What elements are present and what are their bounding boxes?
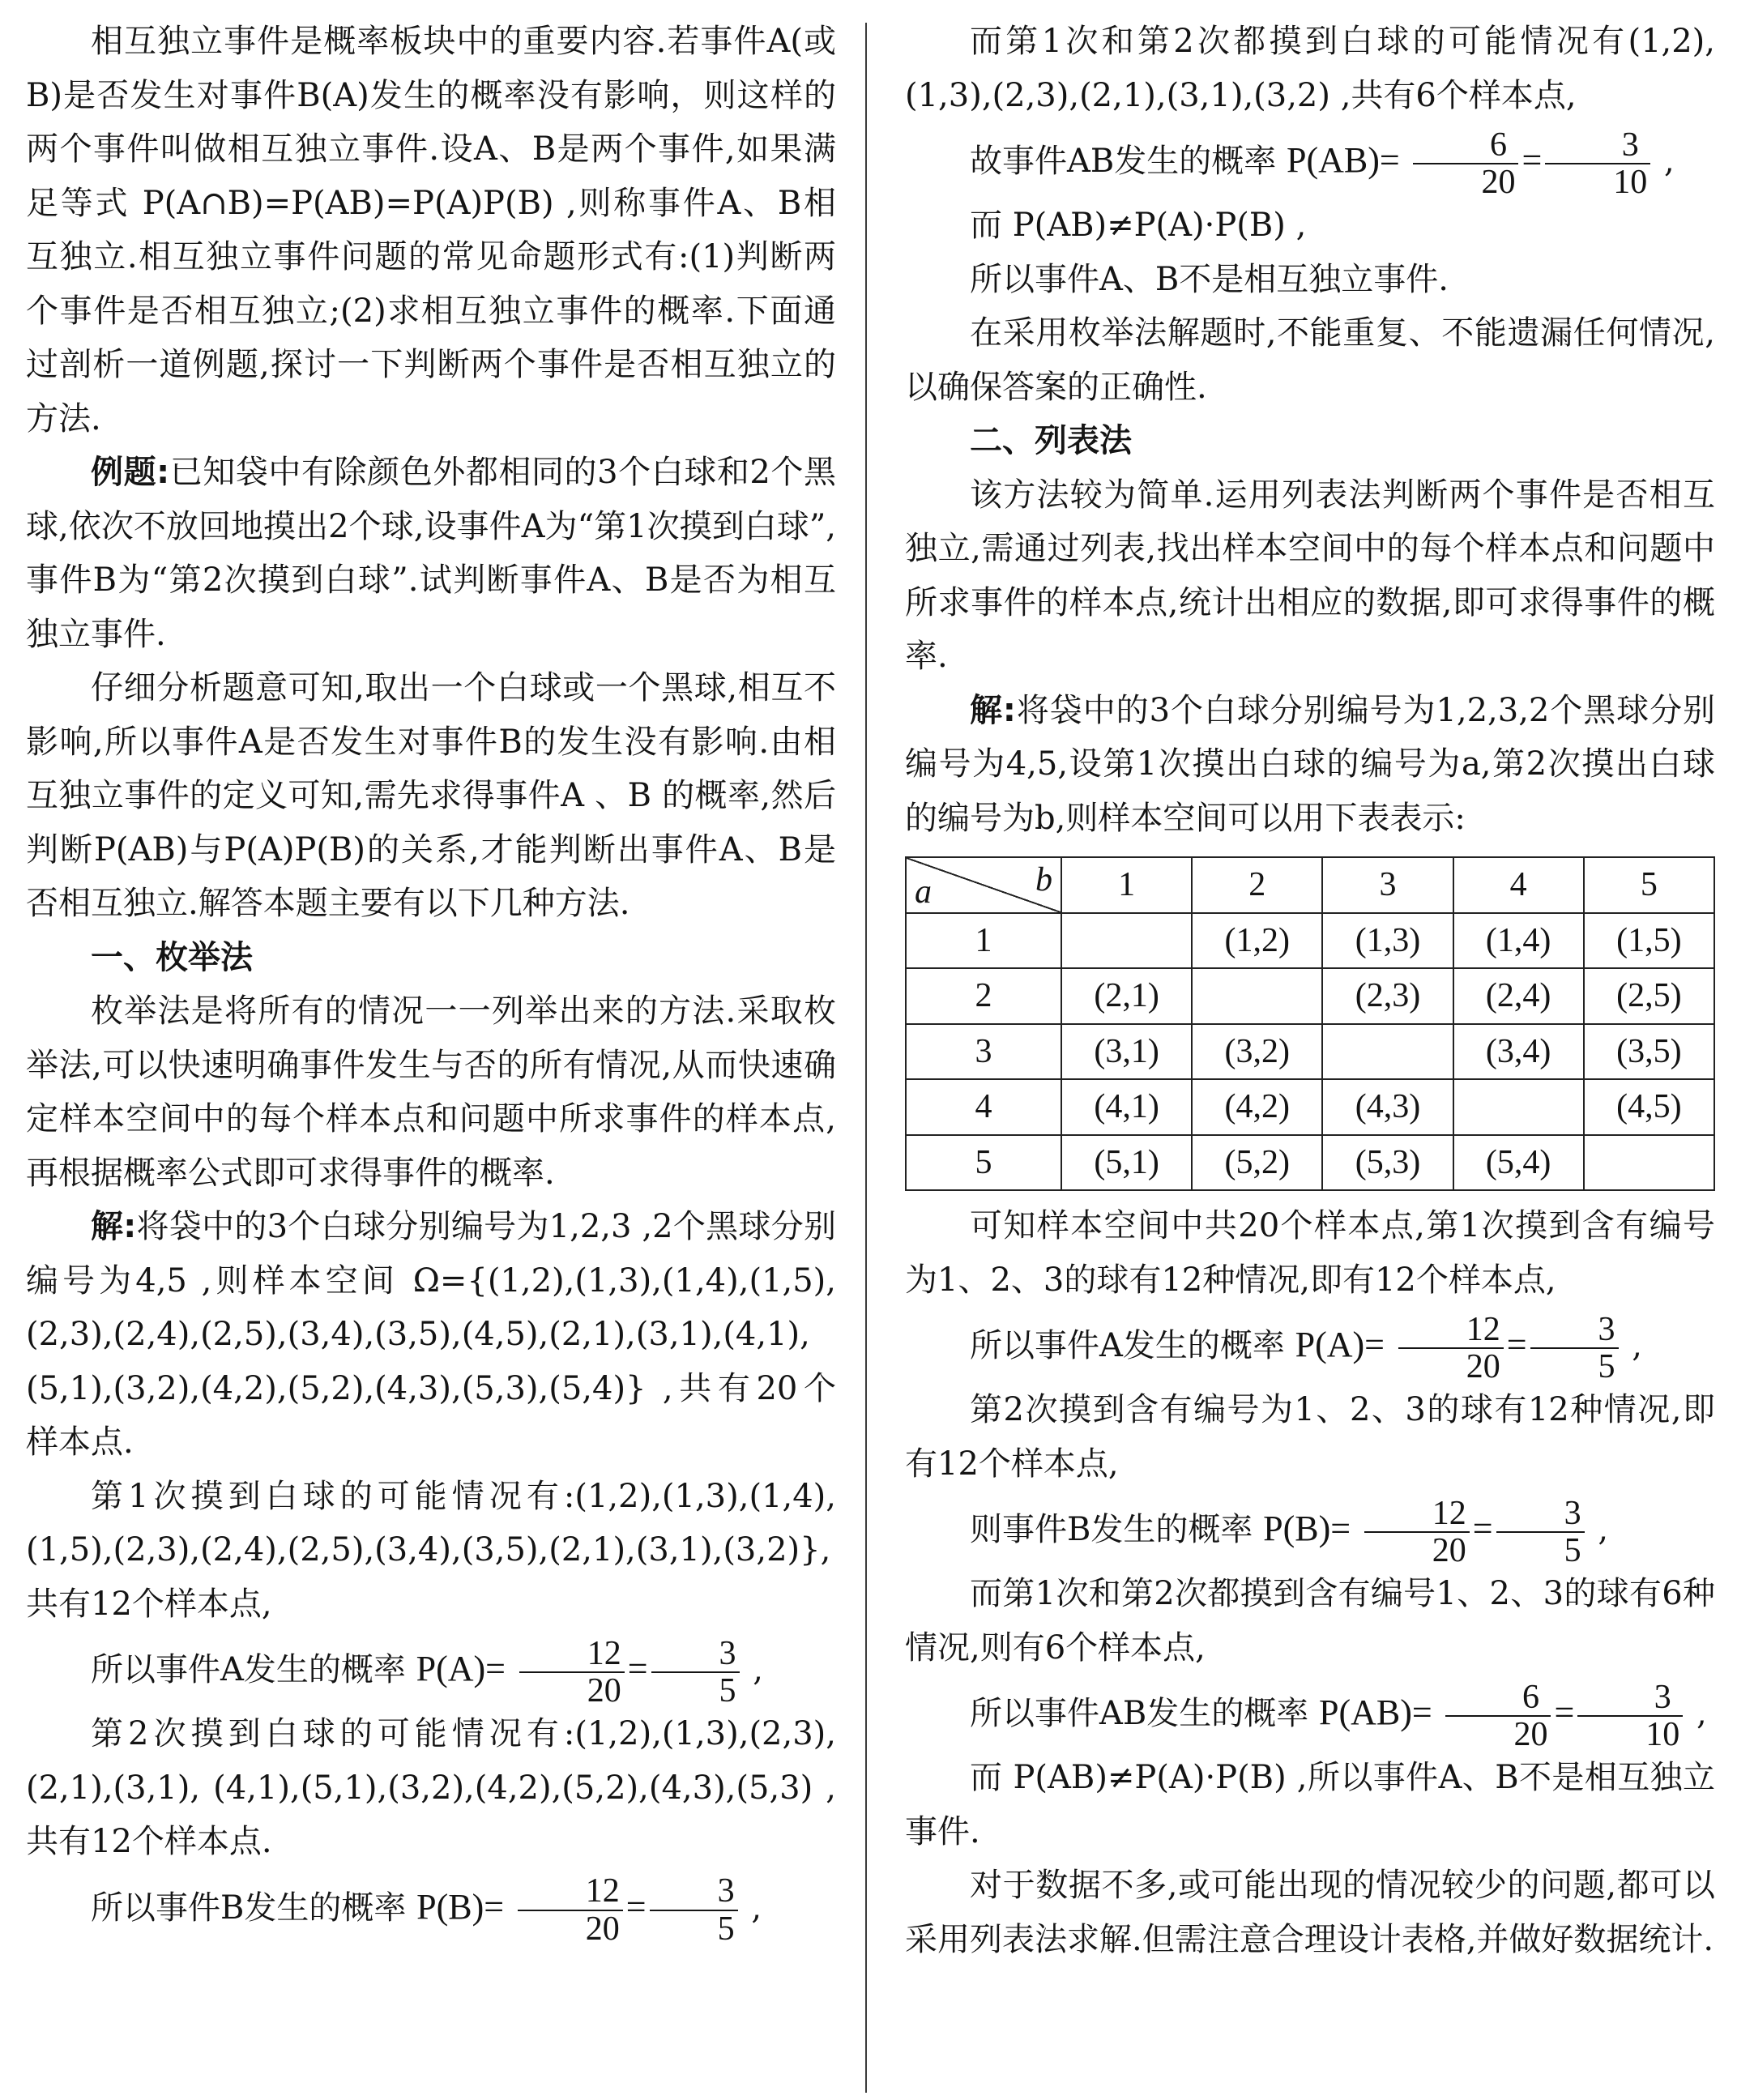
table-row [906,1079,1714,1135]
denominator: 5 [719,1672,736,1709]
table-cell: (5,1) [1061,1135,1192,1191]
probability-b-formula: 所以事件B发生的概率 P(B)= $\frac{12}{20}$ = $\frac{3}{5}$ , [91,1872,762,1948]
table-cell [1584,1135,1714,1191]
formula-lhs: P(B)= [1263,1509,1351,1548]
numerator: 3 [1530,1312,1619,1349]
second-draw-white-cases: 第2次摸到白球的可能情况有:(1,2),(1,3),(2,3),(2,1),(3,1), (4,1),(5,1),(3,2),(4,2),(5,2),(4,3),(5,3) ,共有12个样本点. [26,1715,836,1860]
fraction [1364,1496,1470,1569]
solution-paragraph [26,1200,836,1470]
table-row [906,913,1714,969]
probability-a-formula: 所以事件A发生的概率 P(A)= $\frac{12}{20}$ = $\frac{3}{5}$ , [970,1310,1642,1385]
fraction [1445,1680,1551,1752]
formula-lhs: P(A)= [416,1649,506,1688]
fraction [1398,1312,1504,1385]
table-cell: (2,5) [1584,968,1714,1024]
both-draw-count: 而第1次和第2次都摸到含有编号1、2、3的球有6种情况,则有6个样本点, [905,1575,1715,1667]
numerator: 3 [1496,1496,1585,1533]
table-cell: (2,3) [1322,968,1453,1024]
sample-space-count: 可知样本空间中共20个样本点,第1次摸到含有编号为1、2、3的球有12种情况,即有12个样本点, [905,1207,1715,1299]
formula-lhs: P(A)= [1295,1325,1385,1364]
fraction [650,1873,738,1946]
left-column [26,15,836,1948]
table-header-row [906,857,1714,913]
table-cell: (1,4) [1453,913,1584,969]
table-cell: (5,2) [1192,1135,1322,1191]
probability-ab-formula: 故事件AB发生的概率 P(AB)= $\frac{6}{20}$ = $\frac{3}{10}$ , [970,126,1675,201]
formula-end: , [1696,1695,1707,1732]
table-method-intro: 该方法较为简单.运用列表法判断两个事件是否相互独立,需通过列表,找出样本空间中的每个样本点和问题中所求事件的样本点,统计出相应的数据,即可求得事件的概率. [905,476,1715,675]
corner-label-b: b [1035,861,1052,898]
example-label: 例题: [91,454,170,491]
table-corner-cell [906,857,1061,913]
row-header: 1 [906,913,1061,969]
formula-prefix: 所以事件AB发生的概率 [970,1695,1309,1732]
formula-end: , [1663,143,1675,180]
row-header: 4 [906,1079,1061,1135]
formula-end: , [1632,1327,1642,1364]
intro-paragraph: 相互独立事件是概率板块中的重要内容.若事件A(或B)是否发生对事件B(A)发生的概率没有影响，则这样的两个事件叫做相互独立事件.设A、B是两个事件,如果满足等式 P(A∩B)=P(AB)=P(A)P(B) ,则称事件A、B相互独立.相互独立事件问题的常见命题形式有:(1)判断两个事件是否相互独立;(2)求相互独立事件的概率.下面通过剖析一道例题,探讨一下判断两个事件是否相互独立的方法. [26,23,836,438]
column-header: 2 [1192,857,1322,913]
solution-label: 解: [970,691,1016,729]
fraction [1577,1680,1683,1752]
table-cell: (3,2) [1192,1024,1322,1080]
column-header: 5 [1584,857,1714,913]
numerator: 3 [651,1636,740,1673]
formula-prefix: 故事件AB发生的概率 [970,143,1277,180]
formula-lhs: P(AB)= [1287,140,1400,180]
fraction [519,1636,625,1709]
fraction [1496,1496,1585,1569]
numerator: 3 [1577,1680,1683,1717]
analysis-paragraph: 仔细分析题意可知,取出一个白球或一个黑球,相互不影响,所以事件A是否发生对事件B的发生没有影响.由相互独立事件的定义可知,需先求得事件A 、B 的概率,然后判断P(AB)与P(A)P(B)的关系,才能判断出事件A、B是否相互独立.解答本题主要有以下几种方法. [26,669,836,922]
column-header: 1 [1061,857,1192,913]
fraction [1530,1312,1619,1385]
formula-prefix: 所以事件A发生的概率 [970,1327,1285,1364]
numerator: 12 [1364,1496,1470,1533]
row-header: 2 [906,968,1061,1024]
formula-lhs: P(B)= [416,1886,505,1927]
second-draw-count: 第2次摸到含有编号为1、2、3的球有12种情况,即有12个样本点, [905,1391,1715,1483]
table-cell: (3,1) [1061,1024,1192,1080]
fraction [1545,127,1650,200]
table-cell: (4,3) [1322,1079,1453,1135]
solution-label: 解: [91,1208,137,1245]
numerator: 6 [1445,1680,1551,1717]
section-heading-table: 二、列表法 [970,422,1132,459]
table-cell: (1,5) [1584,913,1714,969]
example-paragraph [26,446,836,661]
fraction [518,1873,623,1946]
denominator: 5 [717,1910,735,1948]
enumeration-intro: 枚举法是将所有的情况一一列举出来的方法.采取枚举法,可以快速明确事件发生与否的所有情况,从而快速确定样本空间中的每个样本点和问题中所求事件的样本点,再根据概率公式即可求得事件的概率. [26,992,836,1192]
formula-prefix: 则事件B发生的概率 [970,1511,1253,1548]
denominator: 20 [1432,1532,1466,1569]
solution-paragraph [905,684,1715,846]
formula-prefix: 所以事件A发生的概率 [91,1651,406,1688]
fraction [1413,127,1518,200]
column-header: 3 [1322,857,1453,913]
formula-end: , [1598,1511,1609,1548]
fraction [651,1636,740,1709]
numerator: 3 [650,1873,738,1910]
table-cell [1453,1079,1584,1135]
first-draw-white-cases: 第1次摸到白球的可能情况有:(1,2),(1,3),(1,4),(1,5),(2,3),(2,4),(2,5),(3,4),(3,5),(2,1),(3,1),(3,2)},共有12个样本点, [26,1477,836,1623]
corner-label-a: a [915,873,932,911]
formula-end: , [753,1651,763,1688]
table-cell: (1,2) [1192,913,1322,969]
table-cell: (4,1) [1061,1079,1192,1135]
table-cell: (4,5) [1584,1079,1714,1135]
table-row [906,968,1714,1024]
table-cell: (3,4) [1453,1024,1584,1080]
denominator: 20 [1466,1348,1500,1385]
row-header: 5 [906,1135,1061,1191]
table-method-note: 对于数据不多,或可能出现的情况较少的问题,都可以采用列表法求解.但需注意合理设计表格,并做好数据统计. [905,1867,1715,1958]
numerator: 3 [1545,127,1650,164]
solution-text: 将袋中的3个白球分别编号为1,2,3 ,2个黑球分别编号为4,5 ,则样本空间 Ω={(1,2),(1,3),(1,4),(1,5),(2,3),(2,4),(2,5),(3,4),(3,5),(4,5),(2,1),(3,1),(4,1),(5,1),(3,2),(4,2),(5,2),(4,3),(5,3),(5,4)} ,共有20个样本点. [26,1208,836,1461]
numerator: 12 [1398,1312,1504,1349]
formula-end: , [751,1889,762,1927]
table-cell: (4,2) [1192,1079,1322,1135]
table-row [906,1135,1714,1191]
column-header: 4 [1453,857,1584,913]
both-white-cases: 而第1次和第2次都摸到白球的可能情况有(1,2),(1,3),(2,3),(2,1),(3,1),(3,2) ,共有6个样本点, [905,23,1715,114]
table-cell: (5,3) [1322,1135,1453,1191]
table-cell [1322,1024,1453,1080]
formula-prefix: 所以事件B发生的概率 [91,1889,407,1927]
numerator: 6 [1413,127,1518,164]
denominator: 20 [1481,164,1516,201]
table-row [906,1024,1714,1080]
solution-text: 将袋中的3个白球分别编号为1,2,3,2个黑球分别编号为4,5,设第1次摸出白球的编号为a,第2次摸出白球的编号为b,则样本空间可以用下表表示: [905,691,1716,837]
probability-b-formula: 则事件B发生的概率 P(B)= $\frac{12}{20}$ = $\frac{3}{5}$ , [970,1494,1609,1569]
denominator: 20 [587,1672,621,1709]
table-cell: (2,1) [1061,968,1192,1024]
right-column [905,15,1715,1966]
probability-ab-formula: 所以事件AB发生的概率 P(AB)= $\frac{6}{20}$ = $\frac{3}{10}$ , [970,1678,1707,1753]
formula-lhs: P(AB)= [1319,1692,1432,1732]
column-divider [865,23,867,2093]
denominator: 10 [1613,164,1648,201]
table-cell: (1,3) [1322,913,1453,969]
table-cell: (3,5) [1584,1024,1714,1080]
denominator: 5 [1564,1532,1581,1569]
example-text: 已知袋中有除颜色外都相同的3个白球和2个黑球,依次不放回地摸出2个球,设事件A为“第1次摸到白球”,事件B为“第2次摸到白球”.试判断事件A、B是否为相互独立事件. [26,454,836,653]
row-header: 3 [906,1024,1061,1080]
denominator: 20 [1513,1716,1548,1753]
table-cell [1192,968,1322,1024]
table-cell: (5,4) [1453,1135,1584,1191]
denominator: 10 [1645,1716,1680,1753]
table-cell [1061,913,1192,969]
numerator: 12 [518,1873,623,1910]
probability-a-formula: 所以事件A发生的概率 P(A)= $\frac{12}{20}$ = $\frac{3}{5}$ , [91,1634,763,1709]
table-conclusion: 而 P(AB)≠P(A)·P(B) ,所以事件A、B不是相互独立事件. [905,1759,1715,1850]
enumeration-note: 在采用枚举法解题时,不能重复、不能遗漏任何情况,以确保答案的正确性. [905,314,1715,406]
sample-space-table [905,856,1715,1191]
conclusion-line: 所以事件A、B不是相互独立事件. [970,260,1449,298]
inequality-line: 而 P(AB)≠P(A)·P(B) , [970,207,1307,244]
section-heading-enumeration: 一、枚举法 [91,938,253,976]
denominator: 20 [585,1910,620,1948]
denominator: 5 [1598,1348,1615,1385]
numerator: 12 [519,1636,625,1673]
table-cell: (2,4) [1453,968,1584,1024]
